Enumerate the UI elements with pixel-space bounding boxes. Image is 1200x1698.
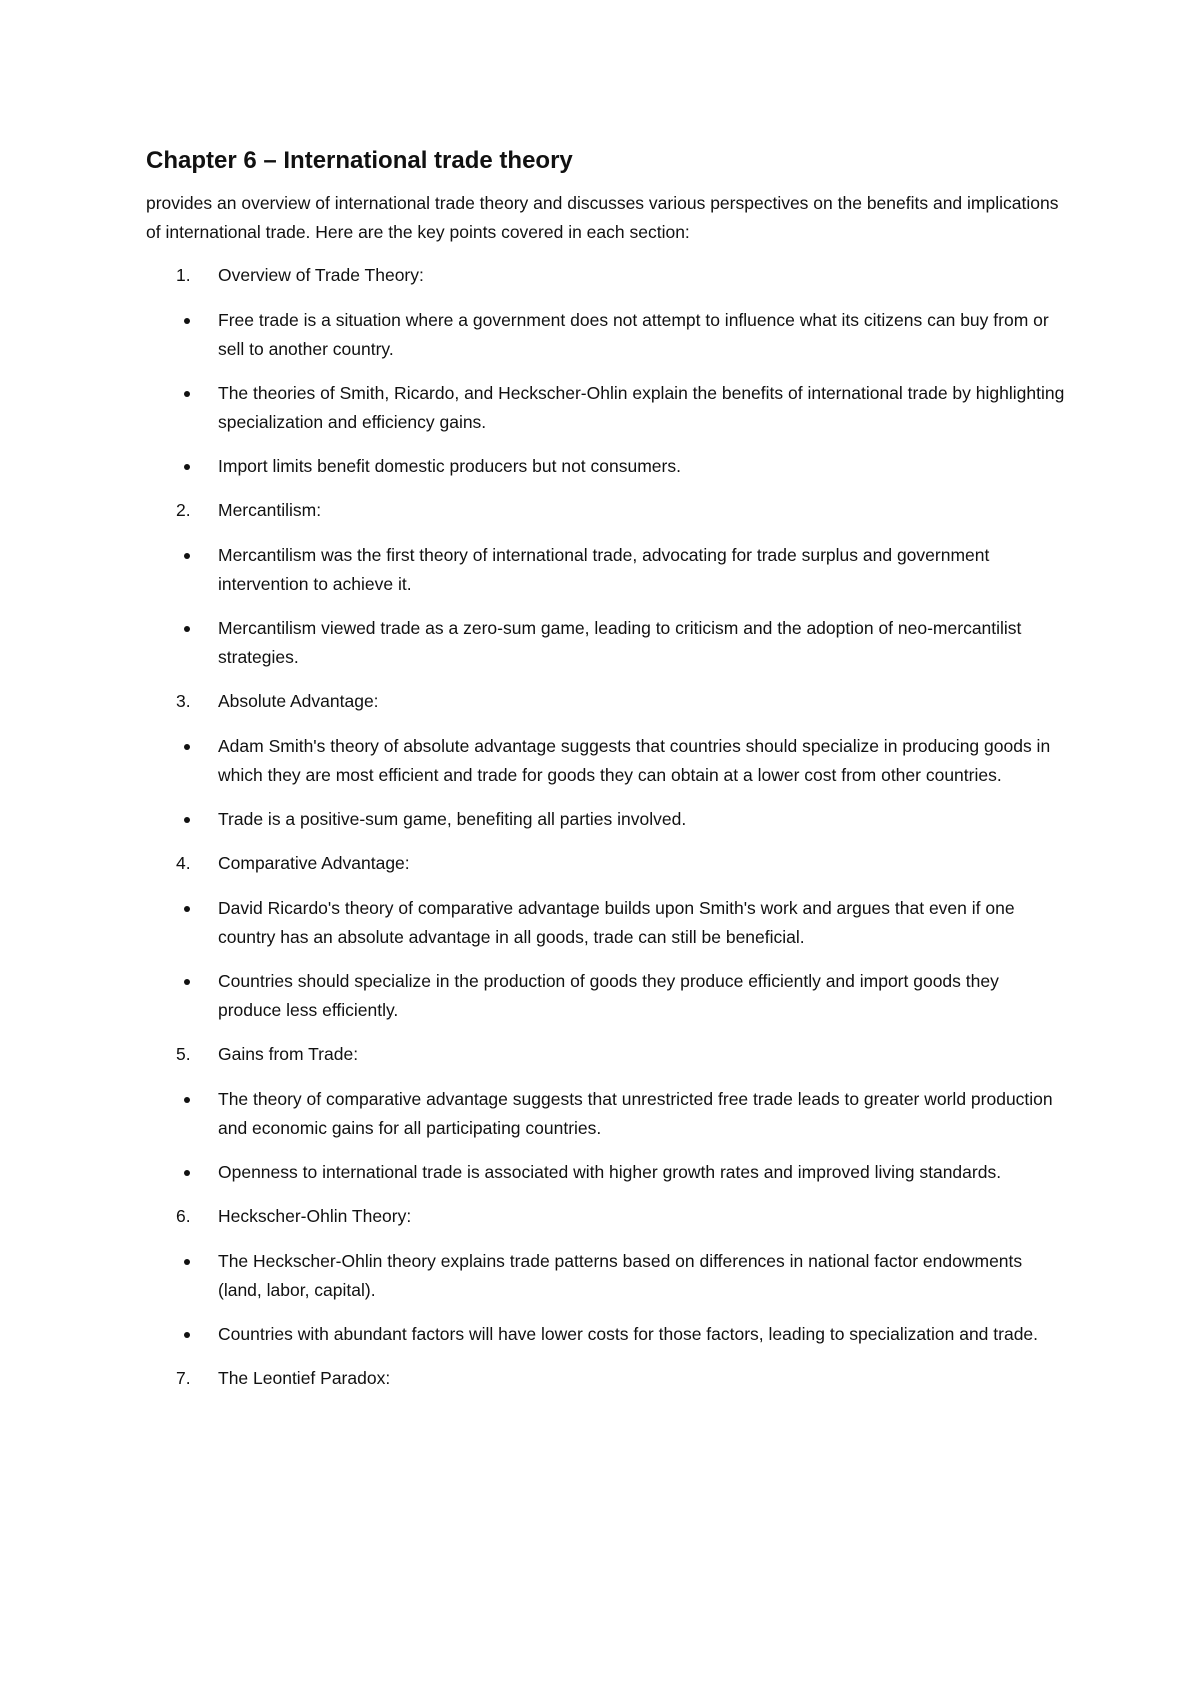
bullet-item bbox=[146, 306, 1066, 364]
page-title: Chapter 6 – International trade theory bbox=[146, 147, 573, 174]
section-heading bbox=[146, 496, 1066, 525]
bullet-text: The theories of Smith, Ricardo, and Heckscher-Ohlin explain the benefits of international trade by highlighting specialization and efficiency gains. bbox=[218, 383, 1065, 432]
bullet-icon bbox=[184, 391, 190, 397]
bullet-text: The Heckscher-Ohlin theory explains trade patterns based on differences in national factor endowments (land, labor, capital). bbox=[218, 1251, 1023, 1300]
bullet-icon bbox=[184, 1332, 190, 1338]
bullet-icon bbox=[184, 318, 190, 324]
bullet-icon bbox=[184, 906, 190, 912]
bullet-item bbox=[146, 1320, 1066, 1349]
bullet-item bbox=[146, 541, 1066, 599]
bullet-text: Countries with abundant factors will have lower costs for those factors, leading to specialization and trade. bbox=[218, 1324, 1039, 1344]
section-heading-text: Overview of Trade Theory: bbox=[218, 265, 424, 285]
section-number: 2. bbox=[176, 500, 191, 520]
bullet-item bbox=[146, 1158, 1066, 1187]
bullet-text: Adam Smith's theory of absolute advantage suggests that countries should specialize in producing goods in which they are most efficient and trade for goods they can obtain at a lower cost from other countries. bbox=[218, 736, 1051, 785]
section-heading bbox=[146, 1040, 1066, 1069]
section-heading bbox=[146, 849, 1066, 878]
intro-paragraph: provides an overview of international trade theory and discusses various perspectives on the benefits and implications of international trade. Here are the key points covered in each section: bbox=[146, 193, 1059, 242]
bullet-icon bbox=[184, 1170, 190, 1176]
section-heading-text: Gains from Trade: bbox=[218, 1044, 359, 1064]
bullet-item bbox=[146, 1247, 1066, 1305]
section-heading bbox=[146, 1364, 1066, 1393]
bullet-item bbox=[146, 1085, 1066, 1143]
bullet-icon bbox=[184, 744, 190, 750]
section-heading bbox=[146, 1202, 1066, 1231]
section-number: 4. bbox=[176, 853, 191, 873]
section-number: 1. bbox=[176, 265, 191, 285]
bullet-item bbox=[146, 732, 1066, 790]
bullet-text: David Ricardo's theory of comparative advantage builds upon Smith's work and argues that even if one country has an absolute advantage in all goods, trade can still be beneficial. bbox=[218, 898, 1015, 947]
section-heading bbox=[146, 687, 1066, 716]
section-heading-text: Mercantilism: bbox=[218, 500, 322, 520]
bullet-text: Trade is a positive-sum game, benefiting all parties involved. bbox=[218, 809, 687, 829]
section-number: 7. bbox=[176, 1368, 191, 1388]
bullet-icon bbox=[184, 1259, 190, 1265]
bullet-icon bbox=[184, 626, 190, 632]
section-number: 5. bbox=[176, 1044, 191, 1064]
bullet-text: Mercantilism viewed trade as a zero-sum game, leading to criticism and the adoption of neo-mercantilist strategies. bbox=[218, 618, 1022, 667]
bullet-text: Import limits benefit domestic producers but not consumers. bbox=[218, 456, 681, 476]
section-number: 3. bbox=[176, 691, 191, 711]
bullet-item bbox=[146, 805, 1066, 834]
section-heading-text: Absolute Advantage: bbox=[218, 691, 379, 711]
document-content bbox=[146, 145, 1066, 1409]
bullet-icon bbox=[184, 464, 190, 470]
bullet-icon bbox=[184, 553, 190, 559]
bullet-item bbox=[146, 614, 1066, 672]
bullet-item bbox=[146, 379, 1066, 437]
bullet-item bbox=[146, 967, 1066, 1025]
bullet-text: Free trade is a situation where a government does not attempt to influence what its citizens can buy from or sell to another country. bbox=[218, 310, 1049, 359]
bullet-icon bbox=[184, 817, 190, 823]
bullet-item bbox=[146, 452, 1066, 481]
section-heading bbox=[146, 261, 1066, 290]
bullet-text: The theory of comparative advantage suggests that unrestricted free trade leads to greater world production and economic gains for all participating countries. bbox=[218, 1089, 1053, 1138]
section-number: 6. bbox=[176, 1206, 191, 1226]
bullet-icon bbox=[184, 1097, 190, 1103]
bullet-text: Mercantilism was the first theory of international trade, advocating for trade surplus and government intervention to achieve it. bbox=[218, 545, 990, 594]
bullet-icon bbox=[184, 979, 190, 985]
section-heading-text: Comparative Advantage: bbox=[218, 853, 410, 873]
section-heading-text: Heckscher-Ohlin Theory: bbox=[218, 1206, 412, 1226]
bullet-text: Countries should specialize in the production of goods they produce efficiently and import goods they produce less efficiently. bbox=[218, 971, 999, 1020]
bullet-item bbox=[146, 894, 1066, 952]
bullet-text: Openness to international trade is associated with higher growth rates and improved living standards. bbox=[218, 1162, 1002, 1182]
section-heading-text: The Leontief Paradox: bbox=[218, 1368, 391, 1388]
